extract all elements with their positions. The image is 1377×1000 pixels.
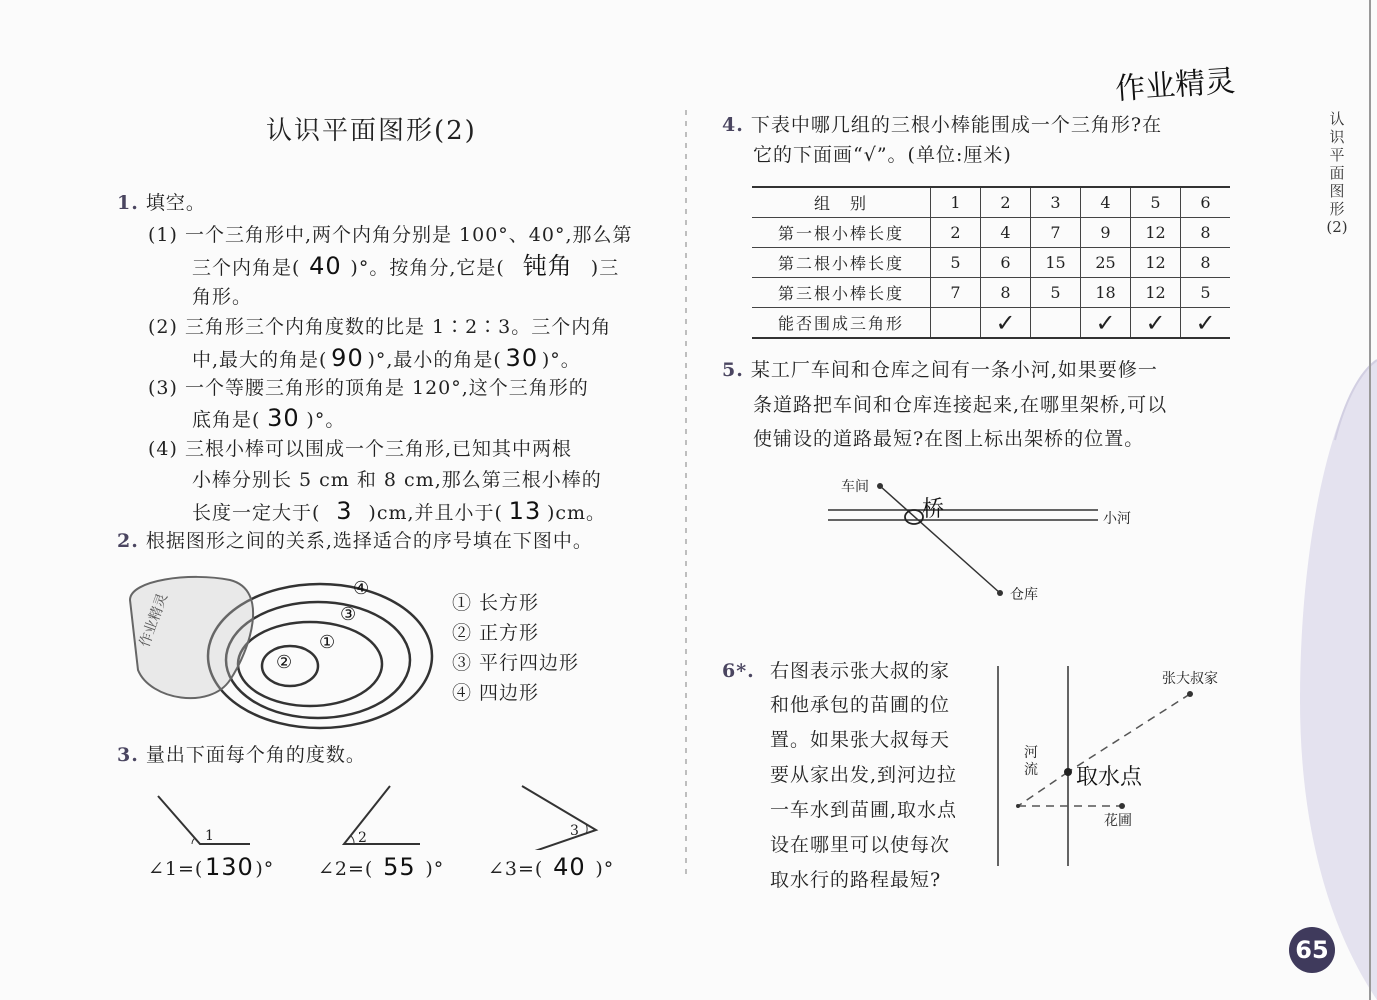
q3-heading [117,740,366,770]
q4-number: 4. [722,114,744,136]
check-mark: ✓ [1131,308,1181,339]
table-cell: 9 [1081,218,1131,248]
answer-2: 钝角 [522,252,573,280]
table-header: 5 [1131,187,1181,218]
q3-angle-figures [150,780,610,850]
answer-4: 30 [505,344,539,372]
table-cell: 8 [1181,218,1231,248]
check-mark: ✓ [1081,308,1131,339]
q1-text: )cm。 [546,502,607,524]
table-cell: 8 [1181,248,1231,278]
river-label: 河流 [1024,745,1038,778]
q1-line-1b [192,251,619,283]
workshop-label: 车间 [841,479,869,495]
table-cell: 12 [1131,278,1181,308]
table-row [752,278,1230,308]
q6-line: 要从家出发,到河边拉 [770,764,958,786]
answer-7: 13 [508,497,542,525]
q1-line-1a: (1) 一个三角形中,两个内角分别是 100°、40°,那么第 [148,224,633,246]
check-mark: ✓ [1181,308,1231,339]
q2-option-2: ② 正方形 [452,622,540,644]
q1-number: 1. [117,192,139,214]
q1-text: 底角是( [192,409,261,431]
q1-line-3b [192,403,345,435]
table-cell: 5 [1031,278,1081,308]
table-header: 3 [1031,187,1081,218]
check-mark: ✓ [981,308,1031,339]
q6-line: 取水行的路程最短? [770,869,942,891]
table-cell: 7 [1031,218,1081,248]
stamp-text: 作业精灵 [136,591,172,650]
table-cell: 12 [1131,218,1181,248]
answer-6: 3 [336,497,353,525]
table-cell: 第二根小棒长度 [752,248,931,278]
q2-option-1: ① 长方形 [452,592,540,614]
table-header: 6 [1181,187,1231,218]
angle-text: )° [595,858,615,880]
q1-line-2a: (2) 三角形三个内角度数的比是 1∶2∶3。三个内角 [148,316,612,338]
q5-text: 某工厂车间和仓库之间有一条小河,如果要修一 [750,359,1158,381]
table-cell: 能否围成三角形 [752,308,931,339]
q6-line: 设在哪里可以使每次 [770,834,951,856]
table-cell: 5 [1181,278,1231,308]
q2-option-3: ③ 平行四边形 [452,652,580,674]
q3-answer-3 [488,852,614,884]
check-mark [1031,308,1081,339]
answer-3: 90 [331,344,364,372]
q5-line-3: 使铺设的道路最短?在图上标出架桥的位置。 [753,428,1145,450]
check-mark [931,308,981,339]
table-cell: 25 [1081,248,1131,278]
q1-heading [117,188,206,218]
table-cell: 5 [931,248,981,278]
q1-text: )°。 [306,409,346,431]
q1-line-1c: 角形。 [192,286,253,308]
ring-answer-rectangle: ① [319,632,336,653]
q6-line: 和他承包的苗圃的位 [770,694,951,716]
page-title: 认识平面图形(2) [266,116,477,146]
angle-text: )° [255,858,275,880]
q6-num: 6*. [722,660,755,682]
table-row [752,308,1230,339]
q1-line-3a: (3) 一个等腰三角形的顶角是 120°,这个三角形的 [148,377,589,399]
q1-text: )°。 [541,349,581,371]
table-cell: 6 [981,248,1031,278]
angle-3-label: 3 [570,823,579,839]
q5-line-1 [722,355,1158,385]
angle-text: )° [425,858,445,880]
table-cell: 第一根小棒长度 [752,218,931,248]
q5-number: 5. [722,359,744,381]
answer-5: 30 [267,404,300,432]
angle-text: ∠3=( [488,858,544,880]
river-label: 小河 [1103,511,1131,527]
q6-line: 一车水到苗圃,取水点 [770,799,958,821]
table-header: 4 [1081,187,1131,218]
q1-text: 三个内角是( [192,257,301,279]
q1-text: )cm,并且小于( [368,502,503,524]
side-title: 认识平面图形(2) [1326,110,1348,236]
q1-line-2b [192,343,581,375]
angle-3-answer: 40 [553,853,586,881]
logo-handwriting: 作业精灵 [1114,63,1237,108]
q1-title: 填空。 [145,192,206,214]
table-cell: 第三根小棒长度 [752,278,931,308]
bridge-label: 桥 [922,497,945,522]
angle-text: ∠1=( [148,858,204,880]
page-number: 65 [1295,936,1329,964]
garden-label: 花圃 [1104,813,1132,829]
table-header: 组 别 [752,187,931,218]
q2-heading [117,526,593,556]
ring-answer-quadrilateral: ④ [353,578,370,599]
q2-option-4: ④ 四边形 [452,682,540,704]
q3-title: 量出下面每个角的度数。 [145,744,366,766]
sticks-table [752,186,1230,339]
q4-text: 下表中哪几组的三根小棒能围成一个三角形?在 [750,114,1163,136]
table-header: 1 [931,187,981,218]
q1-text: )三 [590,257,620,279]
angle-2-label: 2 [358,830,367,846]
q6-number [722,656,755,686]
q2-title: 根据图形之间的关系,选择适合的序号填在下图中。 [145,530,593,552]
answer-1: 40 [309,252,342,280]
angle-text: ∠2=( [318,858,374,880]
table-cell: 2 [931,218,981,248]
table-row [752,248,1230,278]
table-cell: 8 [981,278,1031,308]
table-row [752,187,1230,218]
q3-answer-1 [148,852,274,884]
home-label: 张大叔家 [1162,671,1218,687]
q1-text: 长度一定大于( [192,502,321,524]
q1-text: )°。按角分,它是( [350,257,505,279]
q6-line: 置。如果张大叔每天 [770,729,951,751]
q1-line-4b: 小棒分别长 5 cm 和 8 cm,那么第三根小棒的 [192,469,602,491]
ring-answer-square: ② [276,652,293,673]
q4-line-1 [722,110,1162,140]
q1-line-4c [192,496,606,528]
water-point-label: 取水点 [1076,765,1143,790]
table-cell: 4 [981,218,1031,248]
q3-answer-2 [318,852,444,884]
angle-2-answer: 55 [383,853,416,881]
table-header: 2 [981,187,1031,218]
q3-number: 3. [117,744,139,766]
angle-1-label: 1 [205,828,214,844]
q1-line-4a: (4) 三根小棒可以围成一个三角形,已知其中两根 [148,438,572,460]
page-number-badge [1289,927,1335,973]
ring-answer-parallelogram: ③ [340,604,357,625]
q1-text: 中,最大的角是( [192,349,328,371]
table-cell: 7 [931,278,981,308]
table-cell: 15 [1031,248,1081,278]
q2-venn-diagram [110,560,450,740]
q2-number: 2. [117,530,139,552]
q1-text: )°,最小的角是( [367,349,502,371]
warehouse-label: 仓库 [1010,587,1038,603]
q6-line: 右图表示张大叔的家 [770,660,951,682]
table-cell: 18 [1081,278,1131,308]
q4-line-2: 它的下面画“√”。(单位:厘米) [753,144,1012,166]
q5-line-2: 条道路把车间和仓库连接起来,在哪里架桥,可以 [753,394,1168,416]
table-cell: 12 [1131,248,1181,278]
angle-1-answer: 130 [204,853,254,881]
table-row [752,218,1230,248]
